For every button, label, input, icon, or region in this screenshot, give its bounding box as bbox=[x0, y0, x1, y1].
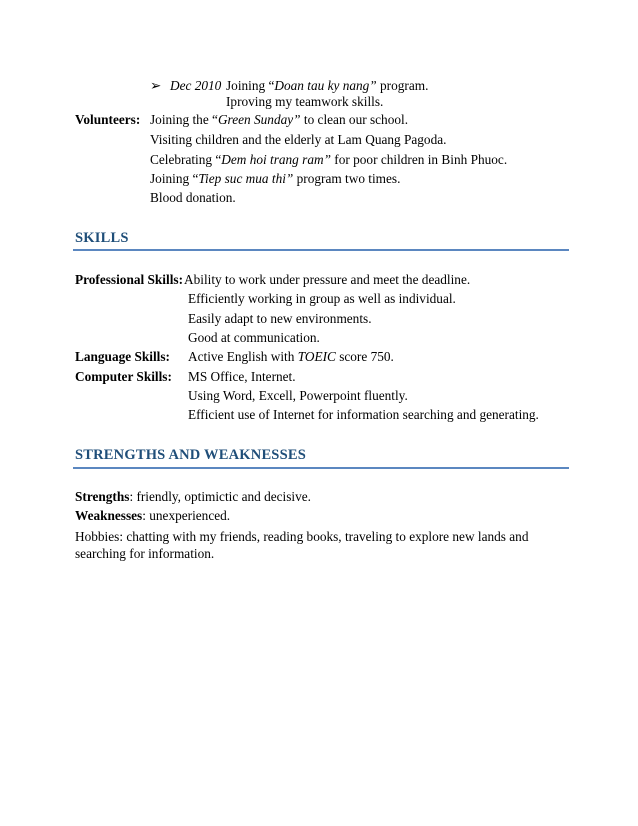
volunteers-label: Volunteers: bbox=[75, 112, 141, 127]
skill-item: Efficiently working in group as well as individual. bbox=[188, 291, 456, 306]
activity-date: Dec 2010 bbox=[170, 78, 222, 93]
skill-item: Easily adapt to new environments. bbox=[188, 311, 372, 326]
language-skill-text: Active English with bbox=[188, 349, 298, 364]
computer-skill-item: MS Office, Internet. bbox=[188, 369, 296, 384]
professional-skills-label: Professional Skills: bbox=[75, 272, 183, 287]
language-skills-label: Language Skills: bbox=[75, 349, 170, 364]
skills-heading: SKILLS bbox=[75, 230, 129, 246]
section-divider bbox=[73, 467, 569, 469]
weaknesses-text: : unexperienced. bbox=[142, 508, 231, 523]
strengths-text: : friendly, optimictic and decisive. bbox=[129, 489, 311, 504]
volunteer-item bbox=[150, 152, 507, 168]
language-skill-item bbox=[188, 349, 394, 365]
volunteer-item-text: Visiting children and the elderly at Lam Quang Pagoda. bbox=[150, 132, 447, 147]
computer-skill-item: Efficient use of Internet for information searching and generating. bbox=[188, 407, 539, 422]
activity-text-post: program. bbox=[376, 78, 429, 93]
bullet-arrow-icon: ➢ bbox=[150, 78, 162, 93]
volunteer-item-text: Blood donation. bbox=[150, 190, 236, 205]
volunteer-item bbox=[150, 112, 408, 128]
weaknesses-label: Weaknesses bbox=[75, 508, 143, 523]
volunteer-item-text-post: program two times. bbox=[293, 171, 401, 186]
hobbies-paragraph: Hobbies: chatting with my friends, reading books, traveling to explore new lands and searching for information. bbox=[75, 529, 529, 561]
volunteer-item bbox=[150, 171, 400, 187]
computer-skills-label: Computer Skills: bbox=[75, 369, 172, 384]
volunteer-item-emphasis: Dem hoi trang ram” bbox=[221, 152, 331, 167]
volunteer-item-emphasis: Tiep suc mua thi” bbox=[198, 171, 294, 186]
volunteer-item-text-post: to clean our school. bbox=[300, 112, 409, 127]
skill-item: Ability to work under pressure and meet the deadline. bbox=[184, 272, 471, 287]
strengths-label: Strengths bbox=[75, 489, 130, 504]
volunteer-item-emphasis: Green Sunday” bbox=[217, 112, 301, 127]
activity-text bbox=[226, 78, 428, 94]
volunteer-item-text: Joining “ bbox=[150, 171, 199, 186]
activity-text-pre: Joining “ bbox=[226, 78, 275, 93]
skill-item: Good at communication. bbox=[188, 330, 320, 345]
strengths-weaknesses-heading: STRENGTHS AND WEAKNESSES bbox=[75, 447, 306, 463]
weaknesses-line bbox=[75, 508, 230, 524]
strengths-line bbox=[75, 489, 311, 505]
volunteer-item bbox=[150, 132, 446, 148]
volunteer-item-text-post: for poor children in Binh Phuoc. bbox=[330, 152, 508, 167]
activity-program-name: Doan tau ky nang” bbox=[274, 78, 377, 93]
section-divider bbox=[73, 249, 569, 251]
language-skill-score: score 750. bbox=[335, 349, 394, 364]
activity-line-2: Iproving my teamwork skills. bbox=[226, 94, 384, 109]
volunteer-item bbox=[150, 190, 236, 206]
volunteer-item-text: Celebrating “ bbox=[150, 152, 222, 167]
computer-skill-item: Using Word, Excell, Powerpoint fluently. bbox=[188, 388, 408, 403]
volunteer-item-text: Joining the “ bbox=[150, 112, 218, 127]
toeic-label: TOEIC bbox=[297, 349, 336, 364]
